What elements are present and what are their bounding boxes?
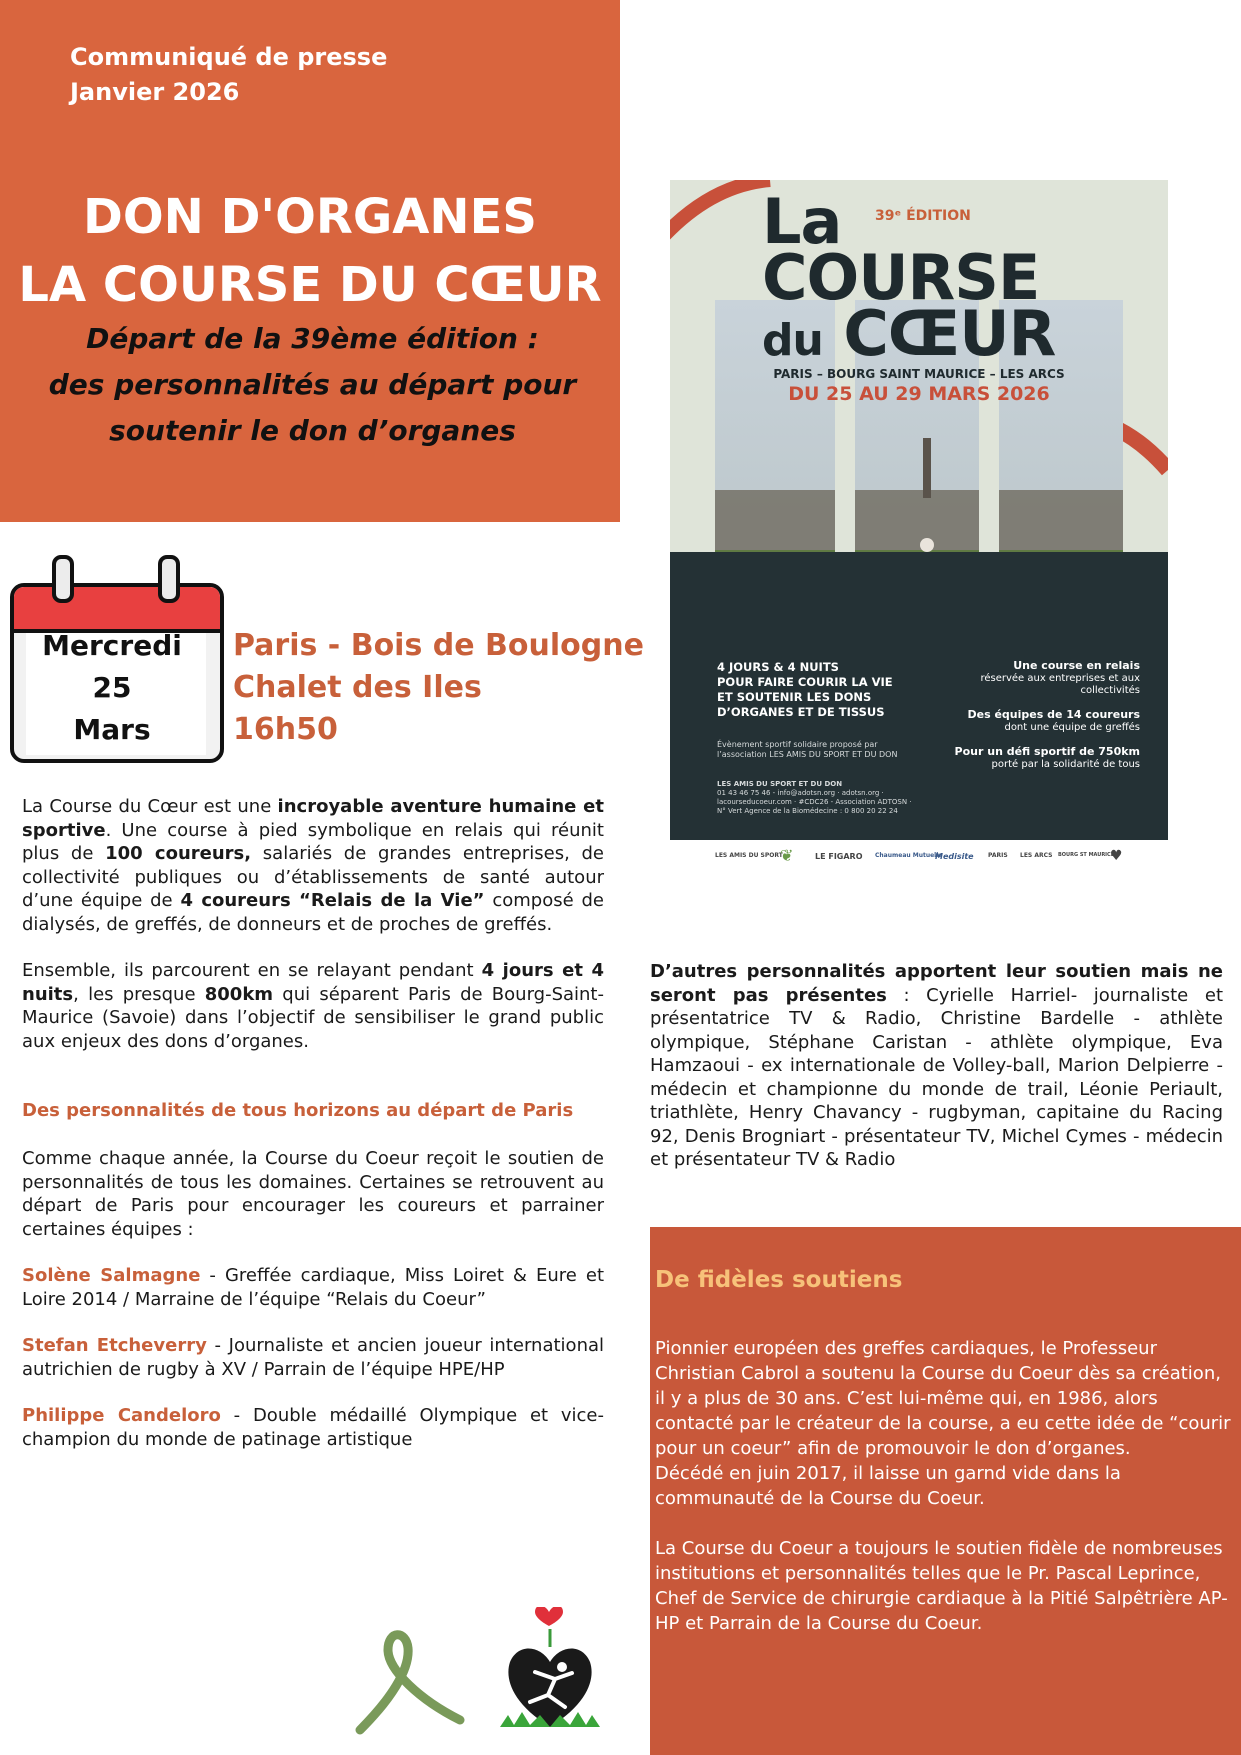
green-ribbon-icon (350, 1630, 470, 1735)
press-line: Communiqué de presse (70, 43, 388, 71)
personality-item (22, 1264, 604, 1311)
other-personalities-lead: D’autres personnalités apportent leur soutien mais ne seront pas présentes (650, 961, 1223, 1006)
poster-tagline-line: ET SOUTENIR LES DONS (717, 690, 872, 704)
poster-fact-title: Une course en relais (1013, 659, 1140, 672)
press-date: Janvier 2026 (70, 78, 240, 106)
poster-fact-title: Pour un défi sportif de 750km (954, 745, 1140, 758)
runner-head (557, 1662, 567, 1672)
event-time: 16h50 (233, 712, 338, 747)
text-run: La Course du Cœur est une (22, 796, 278, 817)
header-banner (0, 0, 620, 522)
poster-tagline (717, 660, 917, 720)
poster-fact-sub: porté par la solidarité de tous (991, 759, 1140, 770)
other-personalities-list: : Cyrielle Harriel- journaliste et présentatrice TV & Radio, Christine Bardelle - athlète olympique, Stéphane Caristan - athlète olympique, Eva Hamzaoui - ex internationale de Volley-ball, Marion Delpierre - médecin et championne du monde de trail, Léonie Periault, triathlète, Henry Chavancy - rugbyman, capitaine du Racing 92, Denis Brogniart - présentateur TV, Michel Cymes - médecin et présentateur TV & Radio (650, 984, 1223, 1170)
text-bold: 4 jours et 4 nuits (22, 960, 604, 1005)
section-title-personalities: Des personnalités de tous horizons au départ de Paris (22, 1100, 574, 1121)
supporters-box (650, 1227, 1241, 1755)
calendar-month: Mars (73, 713, 151, 746)
subtitle (20, 316, 605, 454)
sponsor-logo: LE FIGARO (815, 852, 863, 861)
text-run: . Une course à pied symbolique en relais qui réunit plus de (22, 819, 604, 864)
heart-logo-small-icon: ♥ (1110, 848, 1123, 864)
poster-sponsor-logos (670, 840, 1168, 880)
press-release-label (70, 40, 387, 110)
personality-desc: - Journaliste et ancien joueur international autrichien de rugby à XV / Parrain de l’équipe HPE/HP (22, 1335, 605, 1380)
village (715, 490, 1123, 560)
other-personalities (650, 960, 1223, 1172)
poster-title-la: La (762, 185, 842, 258)
personality-name: Solène Salmagne (22, 1265, 201, 1286)
ribbon-icon: ❦ (780, 846, 794, 865)
subtitle-line-1: Départ de la 39ème édition : (86, 322, 539, 355)
poster-tagline-line: D’ORGANES ET DE TISSUS (717, 705, 885, 719)
text-run: Ensemble, ils parcourent en se relayant pendant (22, 960, 482, 981)
text-run: qui séparent Paris de Bourg-Saint-Maurice (Savoie) dans l’objectif de sensibiliser le grand public aux enjeux des dons d’organes. (22, 983, 604, 1052)
poster-contact (717, 780, 917, 816)
calendar-date (24, 625, 200, 751)
main-title (0, 183, 620, 319)
poster-facts (930, 660, 1140, 771)
text-bold: 100 coureurs, (105, 843, 252, 864)
church-tower (923, 438, 931, 498)
text-run: composé de dialysés, de greffés, de donneurs et de proches de greffés. (22, 890, 604, 935)
event-venue: Chalet des Iles (233, 670, 482, 705)
poster-contact-title: LES AMIS DU SPORT ET DU DON (717, 780, 843, 788)
poster-title-du-coeur (762, 297, 1056, 370)
heart-runner-logo-icon (500, 1607, 600, 1732)
text-run: , les presque (73, 983, 205, 1005)
supporters-paragraph: La Course du Coeur a toujours le soutien fidèle de nombreuses institutions et personnalités telles que le Pr. Pascal Leprince, Chef de Service de chirurgie cardiaque à la Pitié Salpêtrière AP-HP et Parrain de la Course du Coeur. (655, 1538, 1228, 1634)
subtitle-line-2: des personnalités au départ pour (48, 368, 577, 401)
event-place: Paris - Bois de Boulogne (233, 628, 644, 663)
supporters-paragraph: Décédé en juin 2017, il laisse un garnd vide dans la communauté de la Course du Coeur. (655, 1463, 1121, 1509)
supporters-title: De fidèles soutiens (655, 1267, 903, 1293)
sponsor-logo: PARIS (988, 852, 1008, 859)
poster-title-course: COURSE (762, 241, 1040, 314)
personality-desc: - Greffée cardiaque, Miss Loiret & Eure et Loire 2014 / Marraine de l’équipe “Relais du Coeur” (22, 1265, 604, 1310)
poster-edition: 39ᵉ ÉDITION (875, 208, 971, 224)
title-line-2: LA COURSE DU CŒUR (18, 257, 602, 313)
sponsor-logo: LES AMIS DU SPORT (715, 852, 783, 859)
sponsor-logo: Chaumeau Mutuelle (875, 852, 943, 859)
poster-title-coeur: CŒUR (843, 297, 1056, 370)
ribbon-shape (360, 1635, 460, 1730)
route-paragraph (22, 959, 604, 1053)
event-poster (670, 180, 1168, 880)
sponsor-logo: Medisite (935, 852, 974, 861)
calendar-ring-right (158, 555, 180, 603)
text-bold: 800km (204, 983, 274, 1005)
personalities-intro: Comme chaque année, la Course du Coeur reçoit le soutien de personnalités de tous les domaines. Certaines se retrouvent au départ de Paris pour encourager les coureurs et parrainer certaines équipes : (22, 1148, 604, 1240)
personality-item (22, 1334, 604, 1381)
intro-paragraph (22, 795, 604, 936)
sponsor-logo: BOURG ST MAURICE (1058, 852, 1115, 858)
spacer (655, 1511, 1235, 1536)
poster-arc-top (670, 180, 770, 240)
calendar-day: Mercredi (42, 629, 182, 662)
poster-organizer: Évènement sportif solidaire proposé par l’association LES AMIS DU SPORT ET DU DON (717, 740, 898, 759)
poster-dates: DU 25 AU 29 MARS 2026 (788, 383, 1050, 405)
poster-fact-title: Des équipes de 14 coureurs (967, 708, 1140, 721)
poster-route: PARIS – BOURG SAINT MAURICE – LES ARCS (773, 367, 1065, 381)
calendar-icon (10, 555, 220, 760)
subtitle-line-3: soutenir le don d’organes (109, 414, 516, 447)
text-bold: incroyable aventure humaine et sportive (22, 796, 604, 841)
poster-contact-details: 01 43 46 75 46 - info@adotsn.org · adotsn.org · lacourseducoeur.com · #CDC26 - Association ADTOSN · N° Vert Agence de la Biomédecine : 0 800 20 22 24 (717, 789, 912, 815)
small-red-heart (535, 1607, 563, 1626)
calendar-ring-left (52, 555, 74, 603)
supporters-text (655, 1336, 1235, 1636)
poster-tagline-line: 4 JOURS & 4 NUITS (717, 660, 839, 674)
poster-title-du: du (762, 315, 823, 366)
personality-item (22, 1404, 604, 1451)
title-line-1: DON D'ORGANES (83, 189, 537, 245)
runner (920, 538, 934, 552)
text-run: salariés de grandes entreprises, de collectivité publiques ou d’établissements de santé autour d’une équipe de (22, 843, 605, 911)
supporters-paragraph: Pionnier européen des greffes cardiaques, le Professeur Christian Cabrol a soutenu la Course du Coeur dès sa création, il y a plus de 30 ans. C’est lui-même qui, en 1986, alors contacté par le créateur de la course, a eu cette idée de “courir pour un coeur” afin de promouvoir le don d’organes. (655, 1338, 1231, 1459)
poster-fact-sub: dont une équipe de greffés (1004, 722, 1140, 733)
event-location (233, 625, 644, 751)
poster-fact-sub: réservée aux entreprises et aux collectivités (980, 673, 1140, 696)
text-bold: 4 coureurs “Relais de la Vie” (180, 890, 485, 911)
personality-desc: - Double médaillé Olympique et vice-champion du monde de patinage artistique (22, 1405, 604, 1450)
calendar-date-number: 25 (92, 671, 132, 704)
personality-name: Philippe Candeloro (22, 1405, 221, 1426)
personality-name: Stefan Etcheverry (22, 1335, 207, 1356)
poster-tagline-line: POUR FAIRE COURIR LA VIE (717, 675, 893, 689)
sponsor-logo: LES ARCS (1020, 852, 1053, 859)
